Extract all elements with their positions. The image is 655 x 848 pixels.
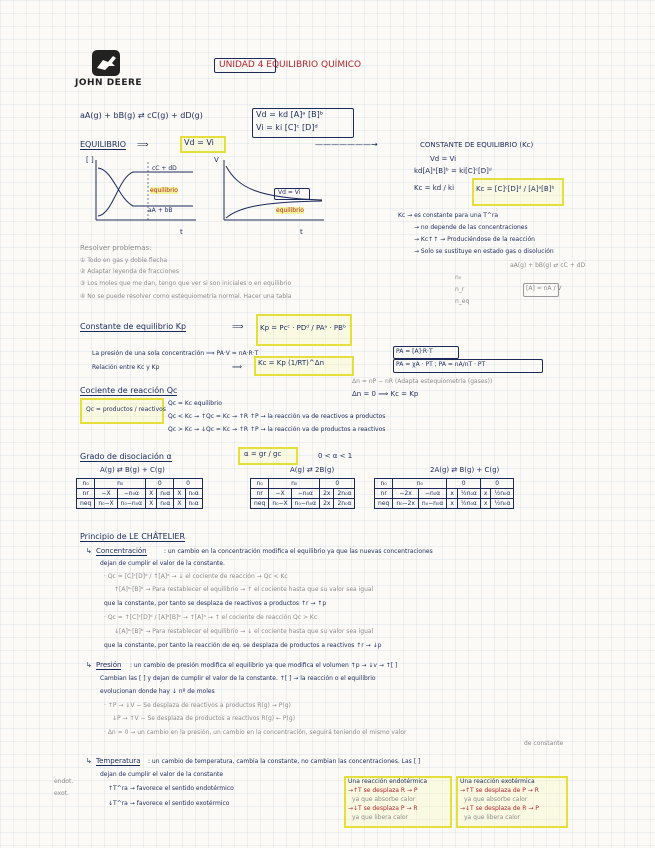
- cell: x: [480, 489, 491, 499]
- row-label: nr: [251, 489, 269, 499]
- cell: 0: [146, 479, 174, 489]
- cell: n₀α: [157, 489, 174, 499]
- endo-line-5: ya que libera calor: [352, 814, 409, 821]
- exo-line-2: →↑T se desplaza de P → R: [460, 787, 539, 794]
- row-label: neq: [375, 499, 393, 509]
- row-label: neq: [77, 499, 95, 509]
- cell: n₀α: [185, 499, 202, 509]
- kc-kp-formula: Kc = Kp (1/RT)^Δn: [258, 359, 325, 367]
- cell: n₀−X: [269, 499, 291, 509]
- endo-line-4: →↓T se desplaza P → R: [348, 805, 418, 812]
- cell: 2x: [320, 489, 334, 499]
- cell: 0: [320, 479, 355, 489]
- kd-ki-line: kd[A]ᵃ[B]ᵇ = ki[C]ᶜ[D]ᵈ: [414, 167, 492, 175]
- cell: n₀−X: [95, 499, 117, 509]
- arrow-kp2: ⟹: [232, 363, 243, 371]
- kp-line1-box2-text: PA = χA · PT ; PA = nA/nT · PT: [396, 361, 486, 368]
- ice-table-3: [374, 478, 514, 509]
- cell: −n₀α: [117, 489, 145, 499]
- conc-row-5: ↓[A]ᵃ·[B]ᵇ → Para restablecer el equilibrio → ↓ el cociente hasta que su valor sea igual: [114, 628, 374, 635]
- arrow-kc-line: ———————→: [315, 140, 378, 149]
- endo-line-3: ya que absorbe calor: [352, 796, 416, 803]
- cell: ½n₀α: [457, 489, 480, 499]
- pres-row-3: · Δn = 0 → un cambio en la presión, un cambio en la concentración, seguirá teniendo el mismo valor: [104, 729, 407, 736]
- table-row: [375, 489, 514, 499]
- table-row: [77, 499, 203, 509]
- cell: −X: [95, 489, 117, 499]
- temp-arrow: ↳: [86, 757, 92, 765]
- cell: x: [447, 499, 458, 509]
- kp-line1-box-text: PA = [A]·R·T: [396, 348, 433, 355]
- kc-note-2: → no depende de las concentraciones: [414, 224, 528, 231]
- conc-row-4: · Qc = ↑[C]ᶜ[D]ᵈ / [A]ᵃ[B]ᵇ → ↑[A]ᵃ → ↑ el cociente de reacción Qc > Kc: [104, 614, 318, 621]
- problem-3: ③ Los moles que me dan, tengo que ver si son iniciales o en equilibrio: [80, 280, 292, 287]
- cell: n₀−n₀α: [418, 499, 446, 509]
- alpha-formula: α = gr / gc: [244, 450, 282, 458]
- cell: n₀: [269, 479, 320, 489]
- cell: 2x: [320, 499, 334, 509]
- exo-line-5: ya que libera calor: [464, 814, 521, 821]
- cell: −n₀α: [418, 489, 446, 499]
- cell: ½n₀α: [491, 489, 514, 499]
- conc-row-6: que la constante, por tanto la reacción de eq. se desplaza de productos a reactivos ↑r → ↓p: [104, 642, 382, 649]
- table-row: [251, 489, 355, 499]
- row-label: n₀: [251, 479, 269, 489]
- temp-row-2: ↓T^ra → favorece el sentido exotérmico: [108, 800, 230, 807]
- table-row: [77, 489, 203, 499]
- equilibrium-condition: Vd = Vi: [184, 138, 214, 147]
- cell: n₀−2x: [393, 499, 419, 509]
- conc-row-2: ↑[A]ᵃ·[B]ᵇ → Para restablecer el equilibrio → ↑ el cociente hasta que su valor sea igual: [114, 586, 374, 593]
- qc-row-3: Qc > Kc → ↓Qc = Kc → ↑R ↑P → la reacción va de productos a reactivos: [168, 426, 386, 433]
- cell: n₀−n₀α: [117, 499, 145, 509]
- graph2-mid-label: equilibrio: [276, 207, 304, 214]
- ice-table-2: [250, 478, 355, 509]
- graph1-mid-label: equilibrio: [150, 187, 178, 194]
- concentration-graph: [88, 158, 198, 228]
- row-label: neq: [251, 499, 269, 509]
- cell: 2n₀α: [334, 499, 355, 509]
- pres-text-3: evolucionan donde hay ↓ nº de moles: [100, 688, 215, 695]
- row-label: nr: [77, 489, 95, 499]
- kc-ratio: Kc = kd / ki: [414, 184, 455, 192]
- conc-row-3: que la constante, por tanto se desplaza de reactivos a productos ↑r → ↑p: [104, 600, 327, 607]
- graph2-eq-label: Vd = Vi: [278, 189, 301, 196]
- velocity-graph: [218, 158, 328, 228]
- side-label-neq: n_eq: [455, 298, 470, 305]
- cell: X: [146, 489, 157, 499]
- row-label: n₀: [375, 479, 393, 489]
- problems-title: Resolver problemas:: [80, 244, 152, 252]
- side-ratio: [A] = nA / V: [526, 285, 562, 292]
- cell: n₀: [95, 479, 146, 489]
- kc-note-3: → Kc↑↑ → Produciéndose de la reacción: [414, 236, 535, 243]
- reaction-equation: aA(g) + bB(g) ⇄ cC(g) + dD(g): [80, 111, 203, 120]
- cell: 2n₀α: [334, 489, 355, 499]
- conc-text-2: dejan de cumplir el valor de la constante.: [100, 560, 225, 567]
- kp-title: Constante de equilibrio Kp: [80, 322, 187, 331]
- conc-row-1: · Qc = [C]ᶜ[D]ᵈ / ↑[A]ᵃ → ↓ el cociente de reacción → Qc < Kc: [104, 573, 288, 580]
- kc-note-1: Kc → es constante para una T^ra: [398, 212, 499, 219]
- qc-row-2: Qc < Kc → ↑Qc = Kc → ↑R ↑P → la reacción va de reactivos a productos: [168, 413, 386, 420]
- cell: 0: [174, 479, 202, 489]
- ice-table-1: [76, 478, 203, 509]
- alpha-title: Grado de disociación α: [80, 452, 172, 461]
- graph1-top-label: cC + dD: [152, 165, 177, 172]
- conc-arrow: ↳: [86, 547, 92, 555]
- cell: 0: [480, 479, 514, 489]
- kp-formula: Kp = Pcᶜ · PDᵈ / PAᵃ · PBᵇ: [260, 324, 346, 332]
- cell: n₀α: [185, 489, 202, 499]
- pres-row-2: ↓P → ↑V − Se desplaza de productos a reactivos R(g) ← P(g): [112, 715, 296, 722]
- cell: −2x: [393, 489, 419, 499]
- conc-text-1: : un cambio en la concentración modifica el equilibrio ya que las nuevas concentraciones: [164, 548, 433, 555]
- problem-2: ② Adaptar leyenda de fracciones: [80, 268, 179, 275]
- kc-title: CONSTANTE DE EQUILIBRIO (Kc): [420, 141, 534, 149]
- table-row: [77, 479, 203, 489]
- side-label-nr: n_r: [455, 286, 465, 293]
- cell: n₀α: [157, 499, 174, 509]
- arrow-kp: ⟹: [232, 322, 244, 331]
- temp-title: Temperatura: [96, 757, 141, 765]
- cell: ½n₀α: [491, 499, 514, 509]
- graph1-bottom-label: aA + bB: [148, 207, 173, 214]
- qc-box-text: Qc = productos / reactivos: [86, 406, 166, 413]
- kc-formula: Kc = [C]ᶜ[D]ᵈ / [A]ᵃ[B]ᵇ: [476, 185, 555, 193]
- table-row: [251, 479, 355, 489]
- cell: −n₀α: [291, 489, 319, 499]
- pres-row-4: de constante: [524, 740, 564, 747]
- exo-line-4: →↓T se desplaza de R → P: [460, 805, 539, 812]
- cell: n₀: [393, 479, 447, 489]
- brand-name: JOHN DEERE: [75, 78, 143, 88]
- arrow-1: ⟹: [137, 140, 149, 149]
- endo-line-2: →↑T se desplaza R → P: [348, 787, 418, 794]
- cell: n₀−n₀α: [291, 499, 319, 509]
- qc-row-1: Qc = Kc equilibrio: [168, 400, 222, 407]
- table1-equation: A(g) ⇄ B(g) + C(g): [100, 466, 165, 474]
- side-note-endo: endot.: [54, 778, 74, 785]
- table-row: [251, 499, 355, 509]
- vd-formula: Vd = kd [A]ᵃ [B]ᵇ: [256, 110, 324, 119]
- pres-text-1: : un cambio de presión modifica el equilibrio ya que modifica el volumen ↑p → ↓v → ↑[ ]: [130, 662, 398, 669]
- graph2-x-label: t: [300, 228, 303, 236]
- cell: x: [480, 499, 491, 509]
- kp-line-2: Relación entre Kc y Kp: [92, 364, 160, 371]
- side-note-exo: exot.: [54, 790, 69, 797]
- cell: x: [447, 489, 458, 499]
- pres-text-2: Cambian las [ ] y dejan de cumplir el valor de la constante. ↑[ ] → la reacción o el equilibrio: [100, 675, 376, 682]
- pres-arrow: ↳: [86, 661, 92, 669]
- cell: ½n₀α: [457, 499, 480, 509]
- conc-title: Concentración: [96, 547, 147, 555]
- alpha-range: 0 < α < 1: [318, 452, 353, 460]
- table3-equation: 2A(g) ⇄ B(g) + C(g): [430, 466, 500, 474]
- kp-line-4: Δn = 0 ⟹ Kc = Kp: [352, 390, 419, 398]
- cell: 0: [447, 479, 481, 489]
- qc-title: Cociente de reacción Qc: [80, 386, 178, 395]
- table-row: [375, 479, 514, 489]
- temp-row-1: ↑T^ra → favorece el sentido endotérmico: [108, 785, 234, 792]
- exo-line-1: Una reacción exotérmica: [460, 778, 535, 785]
- graph1-y-label: [ ]: [86, 156, 94, 164]
- page-title: UNIDAD 4 EQUILIBRIO QUÍMICO: [219, 60, 362, 70]
- pres-title: Presión: [96, 661, 122, 669]
- brand-logo: [75, 50, 143, 92]
- exo-line-3: ya que absorbe calor: [464, 796, 528, 803]
- problem-4: ④ No se puede resolver como estequiometría normal. Hacer una tabla: [80, 293, 292, 300]
- lechatelier-title: Principio de LE CHÂTELIER: [80, 532, 186, 541]
- kp-line-3: Δn = nP − nR (Adapta estequiometría (gases)): [352, 378, 493, 385]
- side-equation: aA(g) + bB(g) ⇄ cC + dD: [510, 262, 586, 269]
- graph1-x-label: t: [180, 228, 183, 236]
- side-label-n0: n₀: [455, 274, 462, 281]
- table2-equation: A(g) ⇄ 2B(g): [290, 466, 335, 474]
- vd-equals-vi: Vd = Vi: [430, 155, 457, 163]
- cell: X: [174, 489, 185, 499]
- kp-line-1: La presión de una sola concentración ⟹ PA·V = nA·R·T: [92, 350, 259, 357]
- temp-text-2: dejan de cumplir el valor de la constante: [100, 771, 224, 778]
- temp-text-1: : un cambio de temperatura, cambia la constante, no cambian las concentraciones. Las [ ]: [148, 758, 421, 765]
- graph2-y-label: V: [214, 156, 219, 164]
- cell: X: [146, 499, 157, 509]
- problem-1: ① Todo en gas y doble flecha: [80, 257, 168, 264]
- cell: X: [174, 499, 185, 509]
- row-label: nr: [375, 489, 393, 499]
- row-label: n₀: [77, 479, 95, 489]
- kc-note-4: → Solo se sustituye en estado gas o disolución: [414, 248, 554, 255]
- cell: −X: [269, 489, 291, 499]
- vi-formula: Vi = ki [C]ᶜ [D]ᵈ: [256, 123, 318, 132]
- pres-row-1: · ↑P → ↓V − Se desplaza de reactivos a productos R(g) → P(g): [104, 702, 291, 709]
- endo-line-1: Una reacción endotérmica: [348, 778, 427, 785]
- table-row: [375, 499, 514, 509]
- equilibrium-label: EQUILIBRIO: [80, 140, 127, 149]
